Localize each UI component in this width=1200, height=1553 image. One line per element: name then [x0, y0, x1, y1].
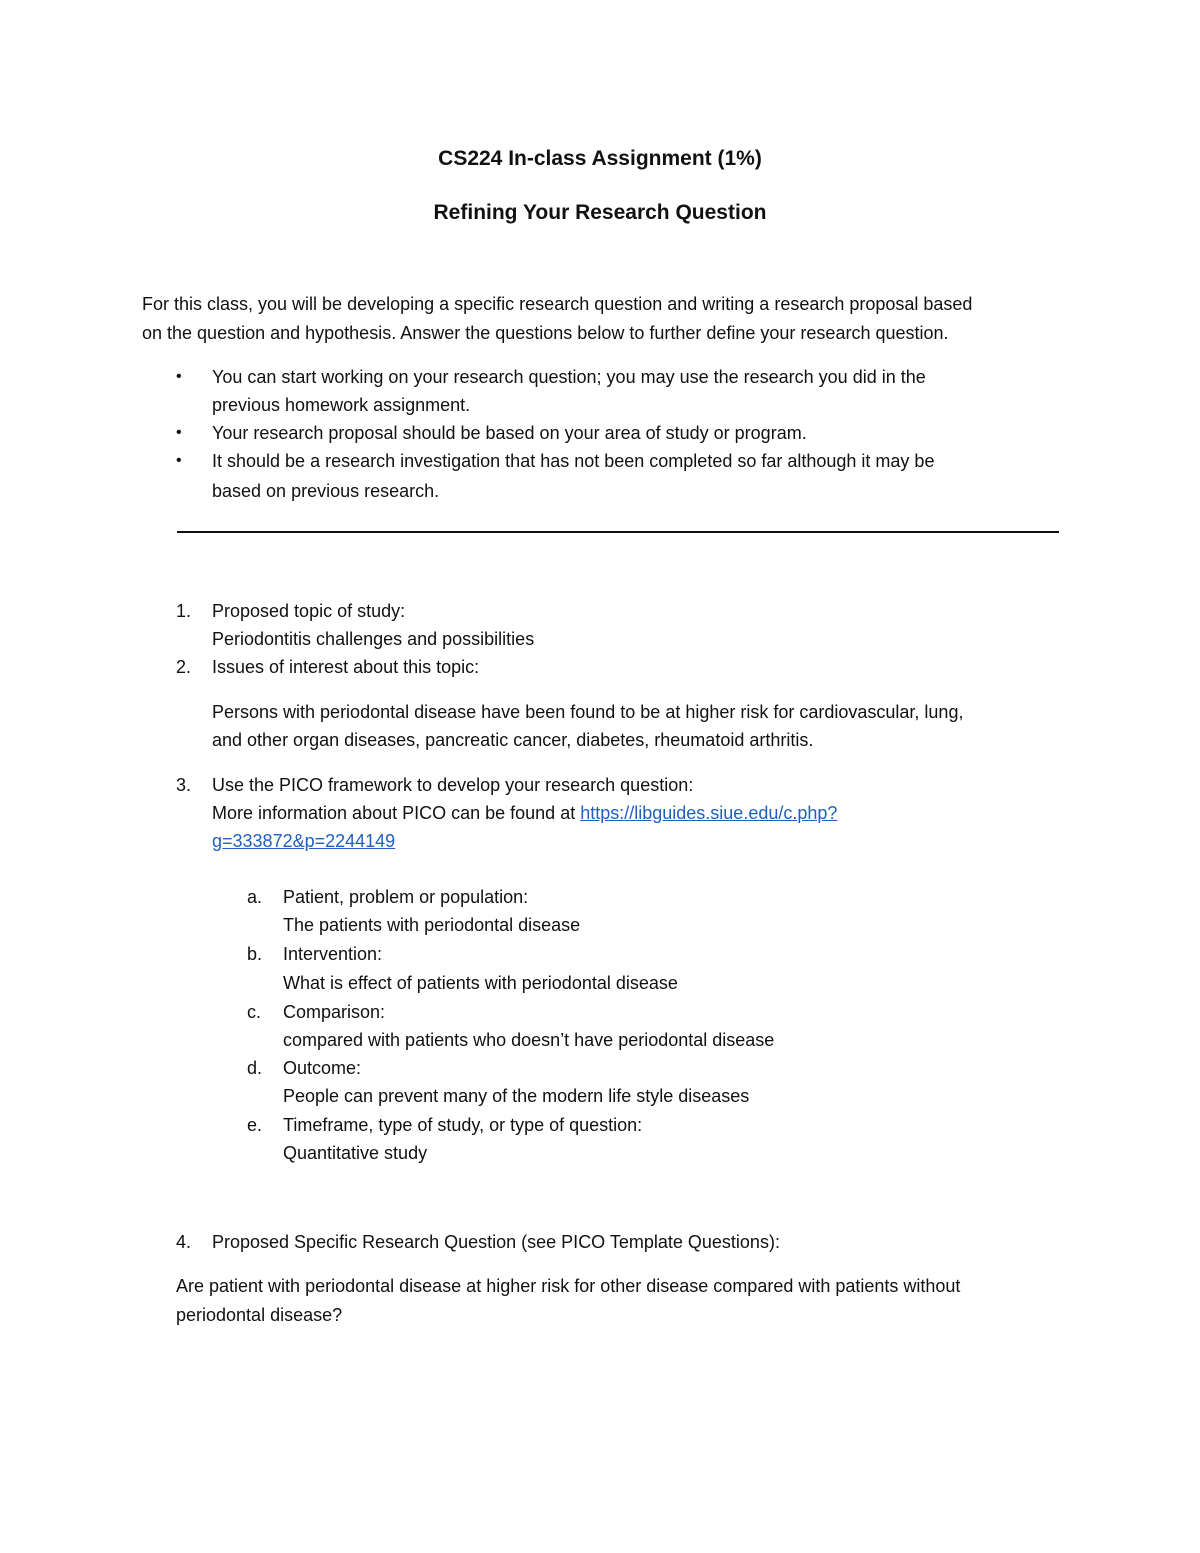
q4-answer-line-2: periodontal disease? [176, 1305, 343, 1325]
bullet-dot-3: • [176, 452, 182, 469]
q3-sub-c-answer: compared with patients who doesn’t have periodontal disease [283, 1030, 775, 1050]
pico-link-part-2[interactable]: g=333872&p=2244149 [212, 831, 396, 851]
q4-number: 4. [176, 1232, 192, 1252]
horizontal-divider [177, 531, 1059, 533]
q3-sub-e-label: Timeframe, type of study, or type of question: [283, 1115, 643, 1135]
q2-number: 2. [176, 657, 192, 677]
q3-sub-d-answer: People can prevent many of the modern life style diseases [283, 1086, 750, 1106]
q1-number: 1. [176, 601, 192, 621]
q3-sub-d-letter: d. [247, 1058, 263, 1078]
q1-label: Proposed topic of study: [212, 601, 406, 621]
bullet-3-line-1: It should be a research investigation that has not been completed so far although it may be [212, 451, 935, 471]
q3-sub-e-letter: e. [247, 1115, 263, 1135]
q3-sub-c-letter: c. [247, 1002, 262, 1022]
bullet-1-line-1: You can start working on your research question; you may use the research you did in the [212, 367, 926, 387]
page-title: CS224 In-class Assignment (1%) [438, 147, 762, 170]
q2-label: Issues of interest about this topic: [212, 657, 480, 677]
q3-sub-d-label: Outcome: [283, 1058, 362, 1078]
pico-link-part-1[interactable]: https://libguides.siue.edu/c.php? [580, 803, 838, 823]
q3-sub-a-letter: a. [247, 887, 263, 907]
bullet-1-line-2: previous homework assignment. [212, 395, 471, 415]
q3-info-prefix: More information about PICO can be found at [212, 803, 581, 823]
q2-answer-line-1: Persons with periodontal disease have been found to be at higher risk for cardiovascular, lung, [212, 702, 964, 722]
page-subtitle: Refining Your Research Question [433, 201, 767, 224]
q3-sub-a-label: Patient, problem or population: [283, 887, 529, 907]
q3-sub-e-answer: Quantitative study [283, 1143, 428, 1163]
bullet-3-line-2: based on previous research. [212, 481, 440, 501]
q3-sub-b-letter: b. [247, 944, 263, 964]
q3-sub-b-label: Intervention: [283, 944, 383, 964]
bullet-2-line-1: Your research proposal should be based on your area of study or program. [212, 423, 807, 443]
q3-sub-c-label: Comparison: [283, 1002, 386, 1022]
intro-line-2: on the question and hypothesis. Answer the questions below to further define your research question. [142, 323, 949, 343]
q4-label: Proposed Specific Research Question (see PICO Template Questions): [212, 1232, 780, 1252]
q2-answer-line-2: and other organ diseases, pancreatic cancer, diabetes, rheumatoid arthritis. [212, 730, 814, 750]
bullet-dot-1: • [176, 368, 182, 385]
intro-line-1: For this class, you will be developing a specific research question and writing a research proposal based [142, 294, 973, 314]
q3-link-line-2 [212, 830, 395, 852]
q3-sub-b-answer: What is effect of patients with periodontal disease [283, 973, 678, 993]
q4-answer-line-1: Are patient with periodontal disease at higher risk for other disease compared with patients without [176, 1276, 961, 1296]
bullet-dot-2: • [176, 424, 182, 441]
q3-label: Use the PICO framework to develop your research question: [212, 775, 694, 795]
q1-answer: Periodontitis challenges and possibilities [212, 629, 535, 649]
q3-number: 3. [176, 775, 192, 795]
q3-info-line [212, 802, 837, 824]
q3-sub-a-answer: The patients with periodontal disease [283, 915, 581, 935]
